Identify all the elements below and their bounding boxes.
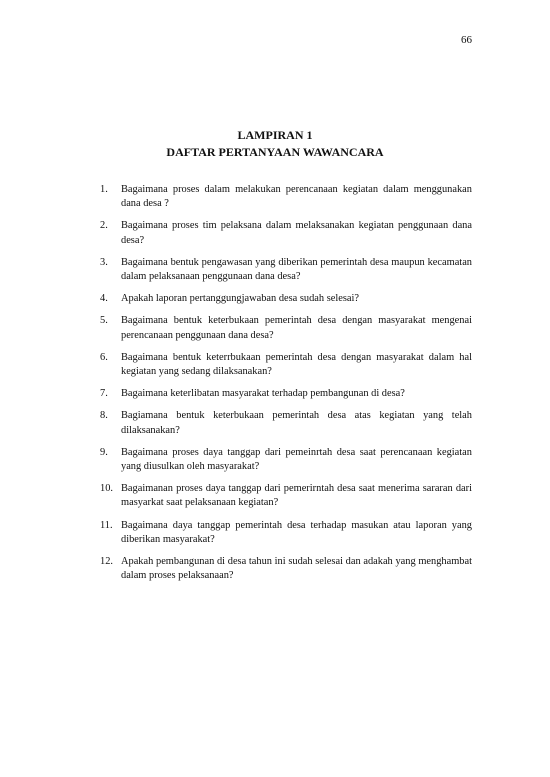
question-number: 1. xyxy=(100,184,108,195)
question-number: 3. xyxy=(100,256,108,268)
document-heading xyxy=(0,127,550,161)
question-text: Bagaimana daya tanggap pemerintah desa terhadap masukan atau laporan yang diberikan masyarakat? xyxy=(121,519,472,545)
question-number: 4. xyxy=(100,293,108,305)
heading-appendix-label: LAMPIRAN 1 xyxy=(237,128,313,142)
list-item xyxy=(100,219,472,247)
list-item xyxy=(100,183,472,211)
question-number: 12. xyxy=(100,556,113,568)
question-text: Bagaimana proses tim pelaksana dalam melaksanakan kegiatan penggunaan dana desa? xyxy=(121,220,472,246)
question-number: 9. xyxy=(100,446,108,458)
list-item xyxy=(100,446,472,474)
question-number: 2. xyxy=(100,220,108,232)
list-item xyxy=(100,409,472,437)
list-item xyxy=(100,351,472,379)
page-number: 66 xyxy=(461,34,472,46)
heading-title: DAFTAR PERTANYAAN WAWANCARA xyxy=(166,145,384,159)
question-text: Bagaimana bentuk keterrbukaan pemerintah desa dengan masyarakat dalam hal kegiatan yang sedang dilaksanakan? xyxy=(121,351,472,378)
list-item xyxy=(100,555,472,583)
list-item xyxy=(100,387,472,401)
question-text: Bagaimanan proses daya tanggap dari pemerirntah desa saat menerima sararan dari masyarkat saat pelaksanaan kegiatan? xyxy=(121,483,472,509)
question-number: 11. xyxy=(100,519,113,531)
question-text: Bagaimana proses daya tanggap dari pemeinrtah desa saat perencanaan kegiatan yang diusulkan oleh masyarakat? xyxy=(121,446,472,473)
list-item xyxy=(100,292,472,306)
question-number: 7. xyxy=(100,388,108,400)
question-number: 8. xyxy=(100,410,108,422)
question-text: Bagaimana proses dalam melakukan perencanaan kegiatan dalam menggunakan dana desa ? xyxy=(121,184,472,210)
question-text: Apakah pembangunan di desa tahun ini sudah selesai dan adakah yang menghambat dalam proses pelaksanaan? xyxy=(121,556,472,582)
question-text: Bagiamana bentuk keterbukaan pemerintah desa atas kegiatan yang telah dilaksanakan? xyxy=(121,410,472,436)
question-text: Bagaimana bentuk pengawasan yang diberikan pemerintah desa maupun kecamatan dalam pelaksanaan penggunaan dana desa? xyxy=(121,256,472,283)
list-item xyxy=(100,314,472,342)
list-item xyxy=(100,482,472,510)
question-text: Bagaimana keterlibatan masyarakat terhadap pembangunan di desa? xyxy=(121,388,405,400)
question-number: 5. xyxy=(100,315,108,327)
list-item xyxy=(100,519,472,547)
list-item xyxy=(100,256,472,284)
question-list xyxy=(100,183,472,591)
question-text: Bagaimana bentuk keterbukaan pemerintah desa dengan masyarakat mengenai perencanaan penggunaan dana desa? xyxy=(121,315,472,341)
question-number: 6. xyxy=(100,351,108,363)
question-text: Apakah laporan pertanggungjawaban desa sudah selesai? xyxy=(121,293,360,305)
question-number: 10. xyxy=(100,483,113,495)
